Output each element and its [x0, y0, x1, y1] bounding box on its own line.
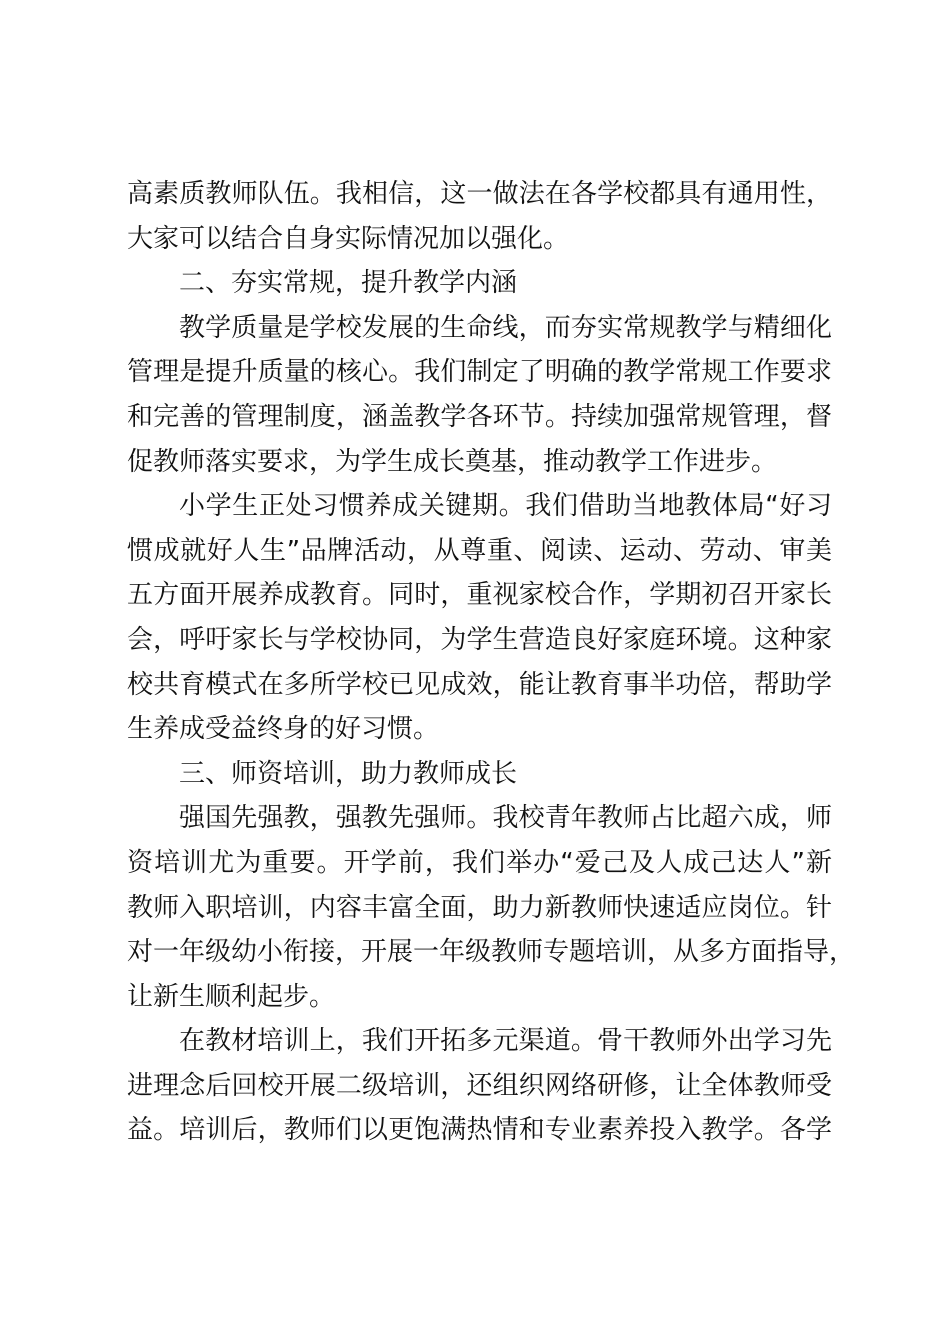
text-line: 管理是提升质量的核心。我们制定了明确的教学常规工作要求 — [127, 357, 832, 388]
text-line: 高素质教师队伍。我相信，这一做法在各学校都具有通用性， — [127, 179, 832, 209]
heading-line: 二、夯实常规，提升教学内涵 — [179, 268, 518, 299]
document-body — [127, 172, 856, 1153]
text-line: 大家可以结合自身实际情况加以强化。 — [127, 223, 570, 254]
text-line: 小学生正处习惯养成关键期。我们借助当地教体局“好习 — [179, 491, 832, 522]
text-line: 五方面开展养成教育。同时，重视家校合作，学期初召开家长 — [127, 580, 832, 611]
paragraph-habits — [127, 484, 832, 752]
section-heading-2 — [127, 261, 832, 306]
text-line: 生养成受益终身的好习惯。 — [127, 714, 440, 745]
text-line: 让新生顺利起步。 — [127, 981, 336, 1012]
section-heading-3 — [127, 752, 832, 797]
paragraph-training — [127, 796, 856, 1019]
heading-line: 三、师资培训，助力教师成长 — [179, 758, 518, 789]
paragraph-quality — [127, 306, 832, 484]
text-line: 教师入职培训，内容丰富全面，助力新教师快速适应岗位。针 — [127, 892, 832, 923]
text-line: 促教师落实要求，为学生成长奠基，推动教学工作进步。 — [127, 446, 778, 477]
text-line: 对一年级幼小衔接，开展一年级教师专题培训，从多方面指导， — [127, 937, 856, 968]
text-line: 强国先强教，强教先强师。我校青年教师占比超六成，师 — [179, 803, 832, 834]
text-line: 会，呼吁家长与学校协同，为学生营造良好家庭环境。这种家 — [127, 624, 832, 655]
text-line: 和完善的管理制度，涵盖教学各环节。持续加强常规管理，督 — [127, 401, 832, 432]
paragraph-intro-continuation — [127, 172, 832, 261]
text-line: 惯成就好人生”品牌活动，从尊重、阅读、运动、劳动、审美 — [127, 535, 832, 566]
text-line: 益。培训后，教师们以更饱满热情和专业素养投入教学。各学 — [127, 1115, 832, 1146]
paragraph-materials — [127, 1019, 832, 1153]
text-line: 进理念后回校开展二级培训，还组织网络研修，让全体教师受 — [127, 1070, 832, 1101]
text-line: 教学质量是学校发展的生命线，而夯实常规教学与精细化 — [179, 312, 832, 343]
text-line: 在教材培训上，我们开拓多元渠道。骨干教师外出学习先 — [179, 1026, 832, 1057]
text-line: 校共育模式在多所学校已见成效，能让教育事半功倍，帮助学 — [127, 669, 832, 700]
text-line: 资培训尤为重要。开学前，我们举办“爱己及人成己达人”新 — [127, 847, 832, 878]
